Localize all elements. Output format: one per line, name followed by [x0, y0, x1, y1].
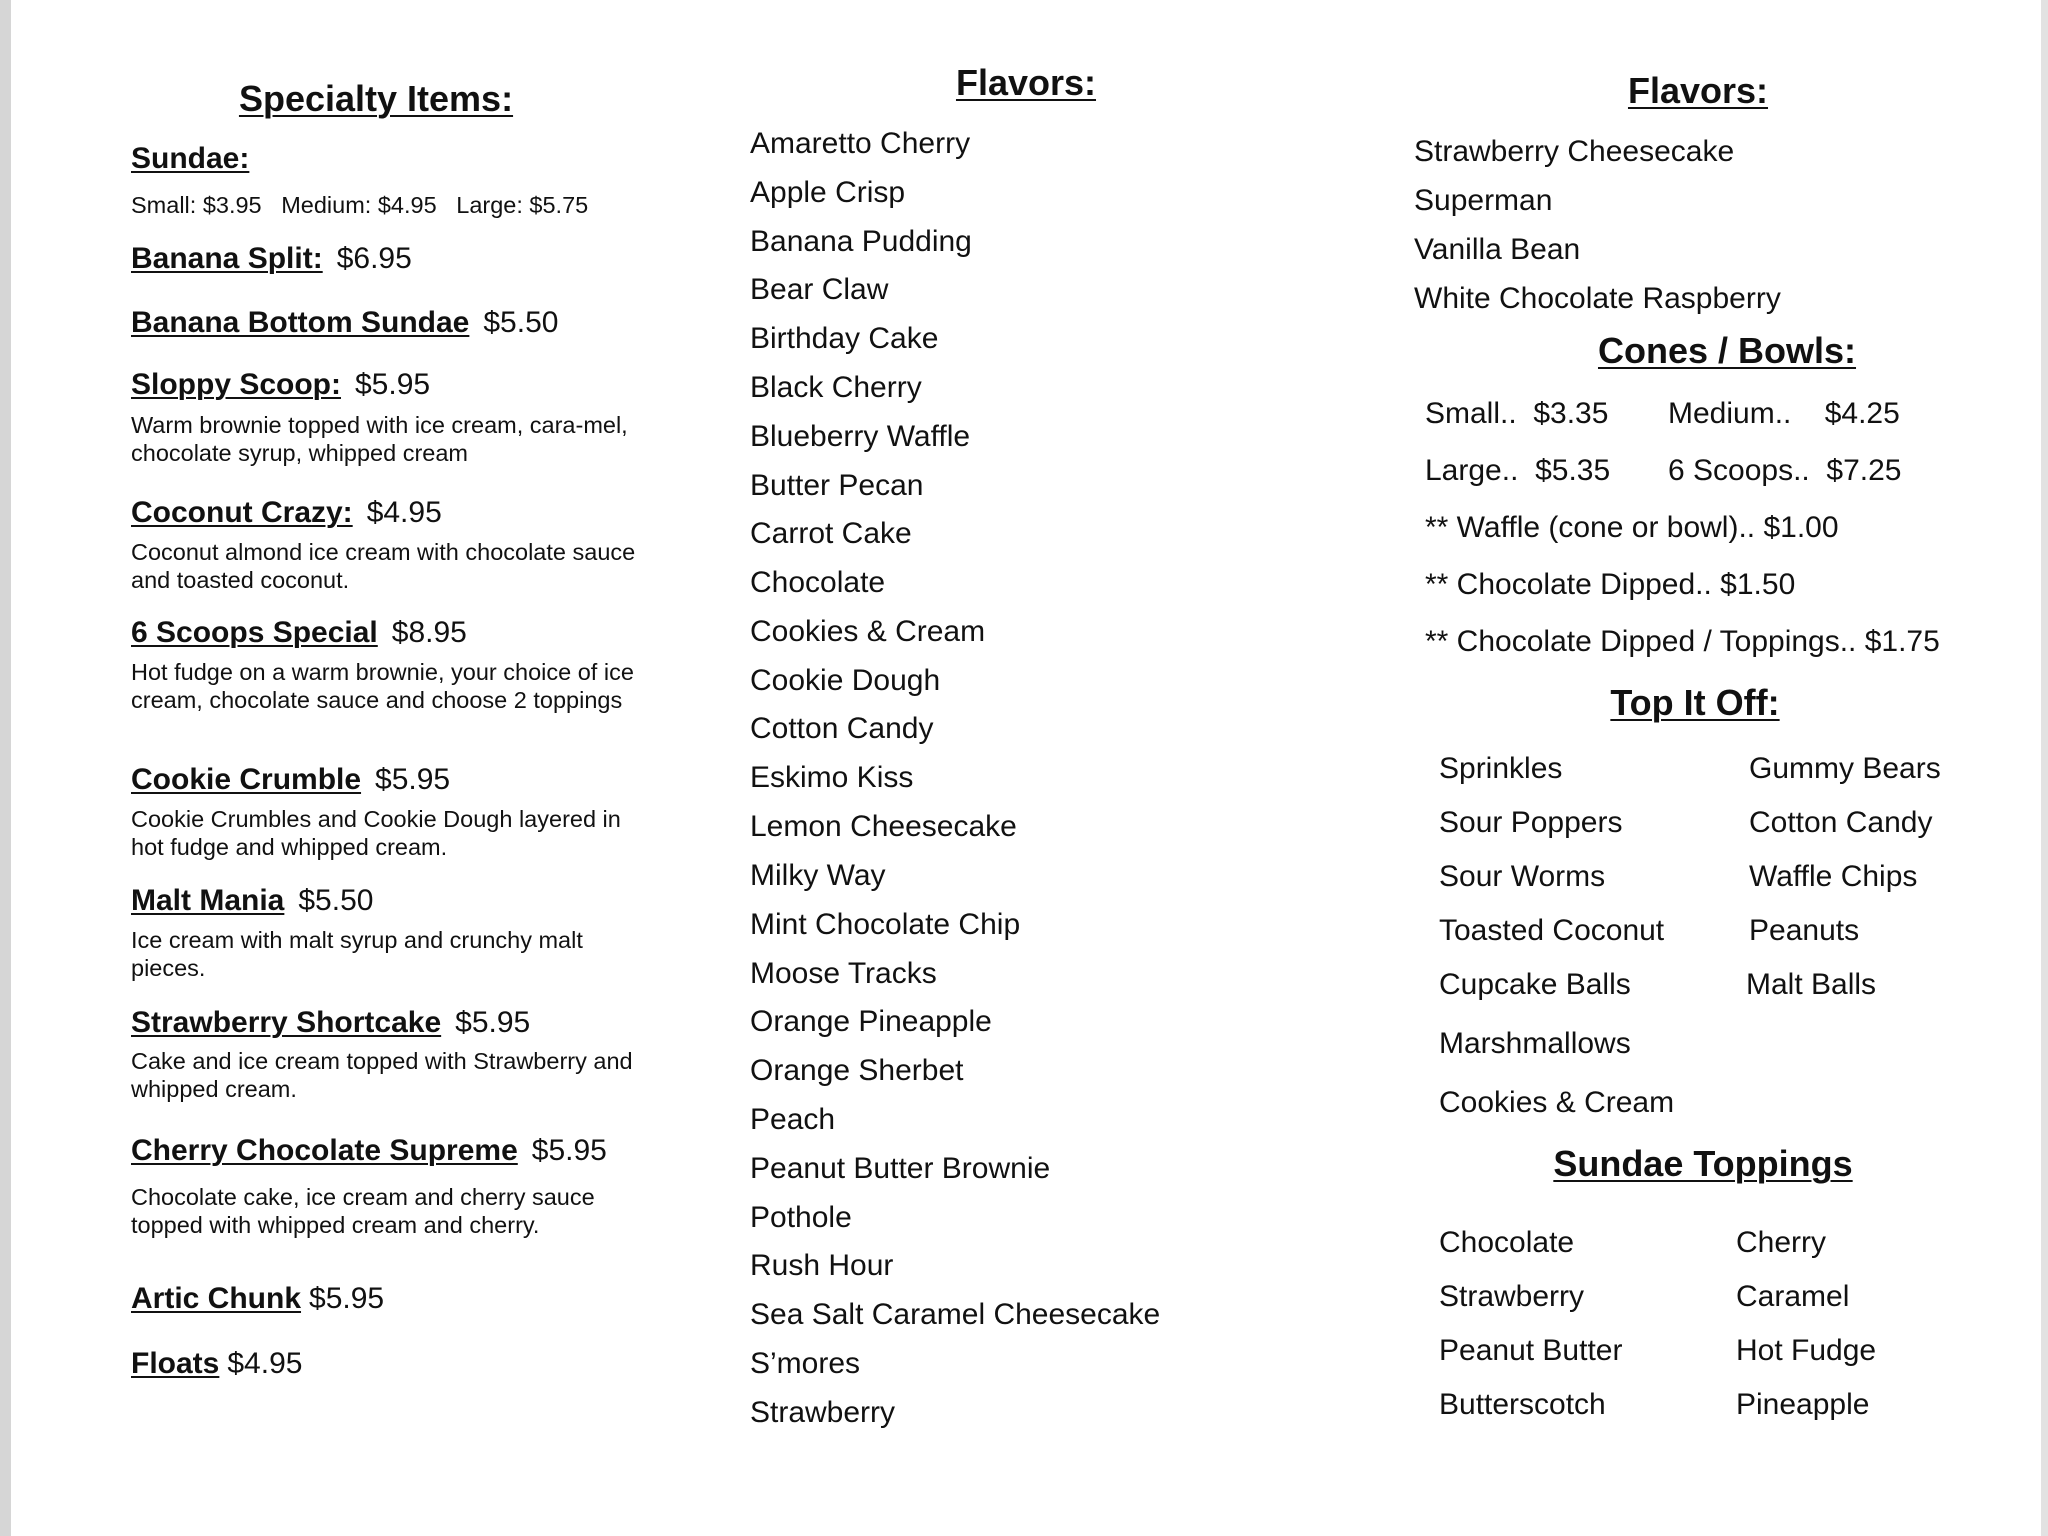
- flavor-item: Sea Salt Caramel Cheesecake: [750, 1298, 1161, 1331]
- cones-title: Cones / Bowls:: [1597, 330, 1857, 371]
- sundae-topping-item: Peanut Butter: [1439, 1334, 1623, 1367]
- item-name: Banana Split:: [131, 242, 323, 275]
- flavor-item: Peach: [750, 1103, 836, 1136]
- flavor-item: Rush Hour: [750, 1249, 894, 1282]
- item-name: Cherry Chocolate Supreme: [131, 1134, 518, 1167]
- topping-item: Cookies & Cream: [1439, 1086, 1675, 1119]
- cone-extra: ** Chocolate Dipped / Toppings.. $1.75: [1425, 625, 1940, 658]
- item-price: $8.95: [391, 616, 467, 649]
- flavors-title: Flavors:: [955, 62, 1097, 103]
- item-description: Ice cream with malt syrup and crunchy malt pieces.: [131, 927, 583, 981]
- flavor-item: Birthday Cake: [750, 322, 939, 355]
- page-edge-left: [0, 0, 11, 1536]
- item-name: Cookie Crumble: [131, 763, 362, 796]
- menu-item: [131, 368, 430, 402]
- menu-item: [131, 306, 558, 340]
- flavor-item: Cotton Candy: [750, 712, 934, 745]
- flavor-item: Black Cherry: [750, 371, 922, 404]
- flavor-item: Cookie Dough: [750, 664, 941, 697]
- flavor-item: Orange Pineapple: [750, 1005, 992, 1038]
- flavor-item: Carrot Cake: [750, 517, 912, 550]
- flavor-item: Moose Tracks: [750, 957, 937, 990]
- flavor-item: Strawberry: [750, 1396, 896, 1429]
- specialty-title: Specialty Items:: [238, 78, 514, 119]
- sundae-topping-item: Caramel: [1736, 1280, 1850, 1313]
- menu-item: [131, 242, 412, 276]
- item-price: $5.50: [483, 306, 559, 339]
- topping-item: Peanuts: [1749, 914, 1860, 947]
- flavor-item: Strawberry Cheesecake: [1414, 135, 1735, 168]
- topping-item: Malt Balls: [1746, 968, 1877, 1001]
- flavor-item: Superman: [1414, 184, 1553, 217]
- item-price: $5.95: [531, 1134, 607, 1167]
- item-name: 6 Scoops Special: [131, 616, 378, 649]
- flavor-item: Cookies & Cream: [750, 615, 986, 648]
- topping-item: Sour Worms: [1439, 860, 1606, 893]
- menu-item: [131, 496, 442, 530]
- flavor-item: Mint Chocolate Chip: [750, 908, 1021, 941]
- item-name: Malt Mania: [131, 884, 285, 917]
- item-name: Artic Chunk: [131, 1282, 302, 1315]
- menu-item: [131, 616, 467, 650]
- cone-large-price: Large.. $5.35: [1425, 454, 1611, 487]
- item-price: $4.95: [227, 1347, 303, 1380]
- flavor-item: Bear Claw: [750, 273, 889, 306]
- cone-6-scoops-price: 6 Scoops.. $7.25: [1668, 454, 1902, 487]
- flavor-item: White Chocolate Raspberry: [1414, 282, 1781, 315]
- topping-item: Marshmallows: [1439, 1027, 1631, 1060]
- topping-item: Cotton Candy: [1749, 806, 1933, 839]
- menu-item: [131, 884, 373, 918]
- item-description: Chocolate cake, ice cream and cherry sauce topped with whipped cream and cherry.: [131, 1184, 595, 1238]
- flavor-item: Vanilla Bean: [1414, 233, 1581, 266]
- menu-item: [131, 1282, 384, 1316]
- menu-item: [131, 1006, 530, 1040]
- item-description: Hot fudge on a warm brownie, your choice of ice cream, chocolate sauce and choose 2 toppings: [131, 659, 634, 713]
- flavor-item: S’mores: [750, 1347, 861, 1380]
- flavors-continued-title: Flavors:: [1627, 70, 1769, 111]
- item-price: $4.95: [366, 496, 442, 529]
- item-price: $5.95: [309, 1282, 385, 1315]
- item-name: Strawberry Shortcake: [131, 1006, 442, 1039]
- flavor-item: Blueberry Waffle: [750, 420, 971, 453]
- flavor-item: Milky Way: [750, 859, 886, 892]
- sundae-topping-item: Cherry: [1736, 1226, 1827, 1259]
- sundae-name: Sundae:: [131, 142, 250, 175]
- sundae-toppings-title: Sundae Toppings: [1553, 1143, 1853, 1184]
- flavor-item: Pothole: [750, 1201, 852, 1234]
- item-description: Coconut almond ice cream with chocolate sauce and toasted coconut.: [131, 539, 636, 593]
- flavor-item: Chocolate: [750, 566, 886, 599]
- item-price: $5.95: [455, 1006, 531, 1039]
- item-description: Warm brownie topped with ice cream, cara-mel, chocolate syrup, whipped cream: [131, 412, 628, 466]
- item-name: Banana Bottom Sundae: [131, 306, 470, 339]
- item-price: $5.50: [298, 884, 374, 917]
- menu-item: [131, 763, 450, 797]
- sundae-topping-item: Chocolate: [1439, 1226, 1575, 1259]
- cone-medium-price: Medium.. $4.25: [1668, 397, 1900, 430]
- menu-item: [131, 1134, 607, 1168]
- page-edge-right: [2041, 0, 2048, 1536]
- sundae-topping-item: Hot Fudge: [1736, 1334, 1877, 1367]
- cone-extra: ** Waffle (cone or bowl).. $1.00: [1425, 511, 1839, 544]
- sundae-item: [131, 142, 249, 176]
- sundae-topping-item: Butterscotch: [1439, 1388, 1606, 1421]
- sundae-sizes: Small: $3.95 Medium: $4.95 Large: $5.75: [131, 192, 589, 218]
- sundae-topping-item: Pineapple: [1736, 1388, 1870, 1421]
- flavor-item: Lemon Cheesecake: [750, 810, 1017, 843]
- topping-item: Sour Poppers: [1439, 806, 1623, 839]
- item-name: Floats: [131, 1347, 220, 1380]
- item-price: $5.95: [355, 368, 431, 401]
- topping-item: Sprinkles: [1439, 752, 1563, 785]
- sundae-topping-item: Strawberry: [1439, 1280, 1585, 1313]
- flavor-item: Butter Pecan: [750, 469, 924, 502]
- flavor-item: Apple Crisp: [750, 176, 906, 209]
- item-name: Coconut Crazy:: [131, 496, 353, 529]
- item-description: Cookie Crumbles and Cookie Dough layered in hot fudge and whipped cream.: [131, 806, 621, 860]
- flavor-item: Eskimo Kiss: [750, 761, 914, 794]
- item-price: $6.95: [336, 242, 412, 275]
- flavor-item: Amaretto Cherry: [750, 127, 971, 160]
- flavor-item: Orange Sherbet: [750, 1054, 964, 1087]
- flavor-item: Peanut Butter Brownie: [750, 1152, 1051, 1185]
- item-price: $5.95: [375, 763, 451, 796]
- cone-small-price: Small.. $3.35: [1425, 397, 1609, 430]
- topping-item: Cupcake Balls: [1439, 968, 1631, 1001]
- topping-item: Gummy Bears: [1749, 752, 1941, 785]
- item-name: Sloppy Scoop:: [131, 368, 341, 401]
- menu-item: [131, 1347, 302, 1381]
- flavor-item: Banana Pudding: [750, 225, 972, 258]
- item-description: Cake and ice cream topped with Strawberry and whipped cream.: [131, 1048, 633, 1102]
- cone-extra: ** Chocolate Dipped.. $1.50: [1425, 568, 1796, 601]
- top-it-off-title: Top It Off:: [1610, 682, 1780, 723]
- topping-item: Waffle Chips: [1749, 860, 1918, 893]
- topping-item: Toasted Coconut: [1439, 914, 1665, 947]
